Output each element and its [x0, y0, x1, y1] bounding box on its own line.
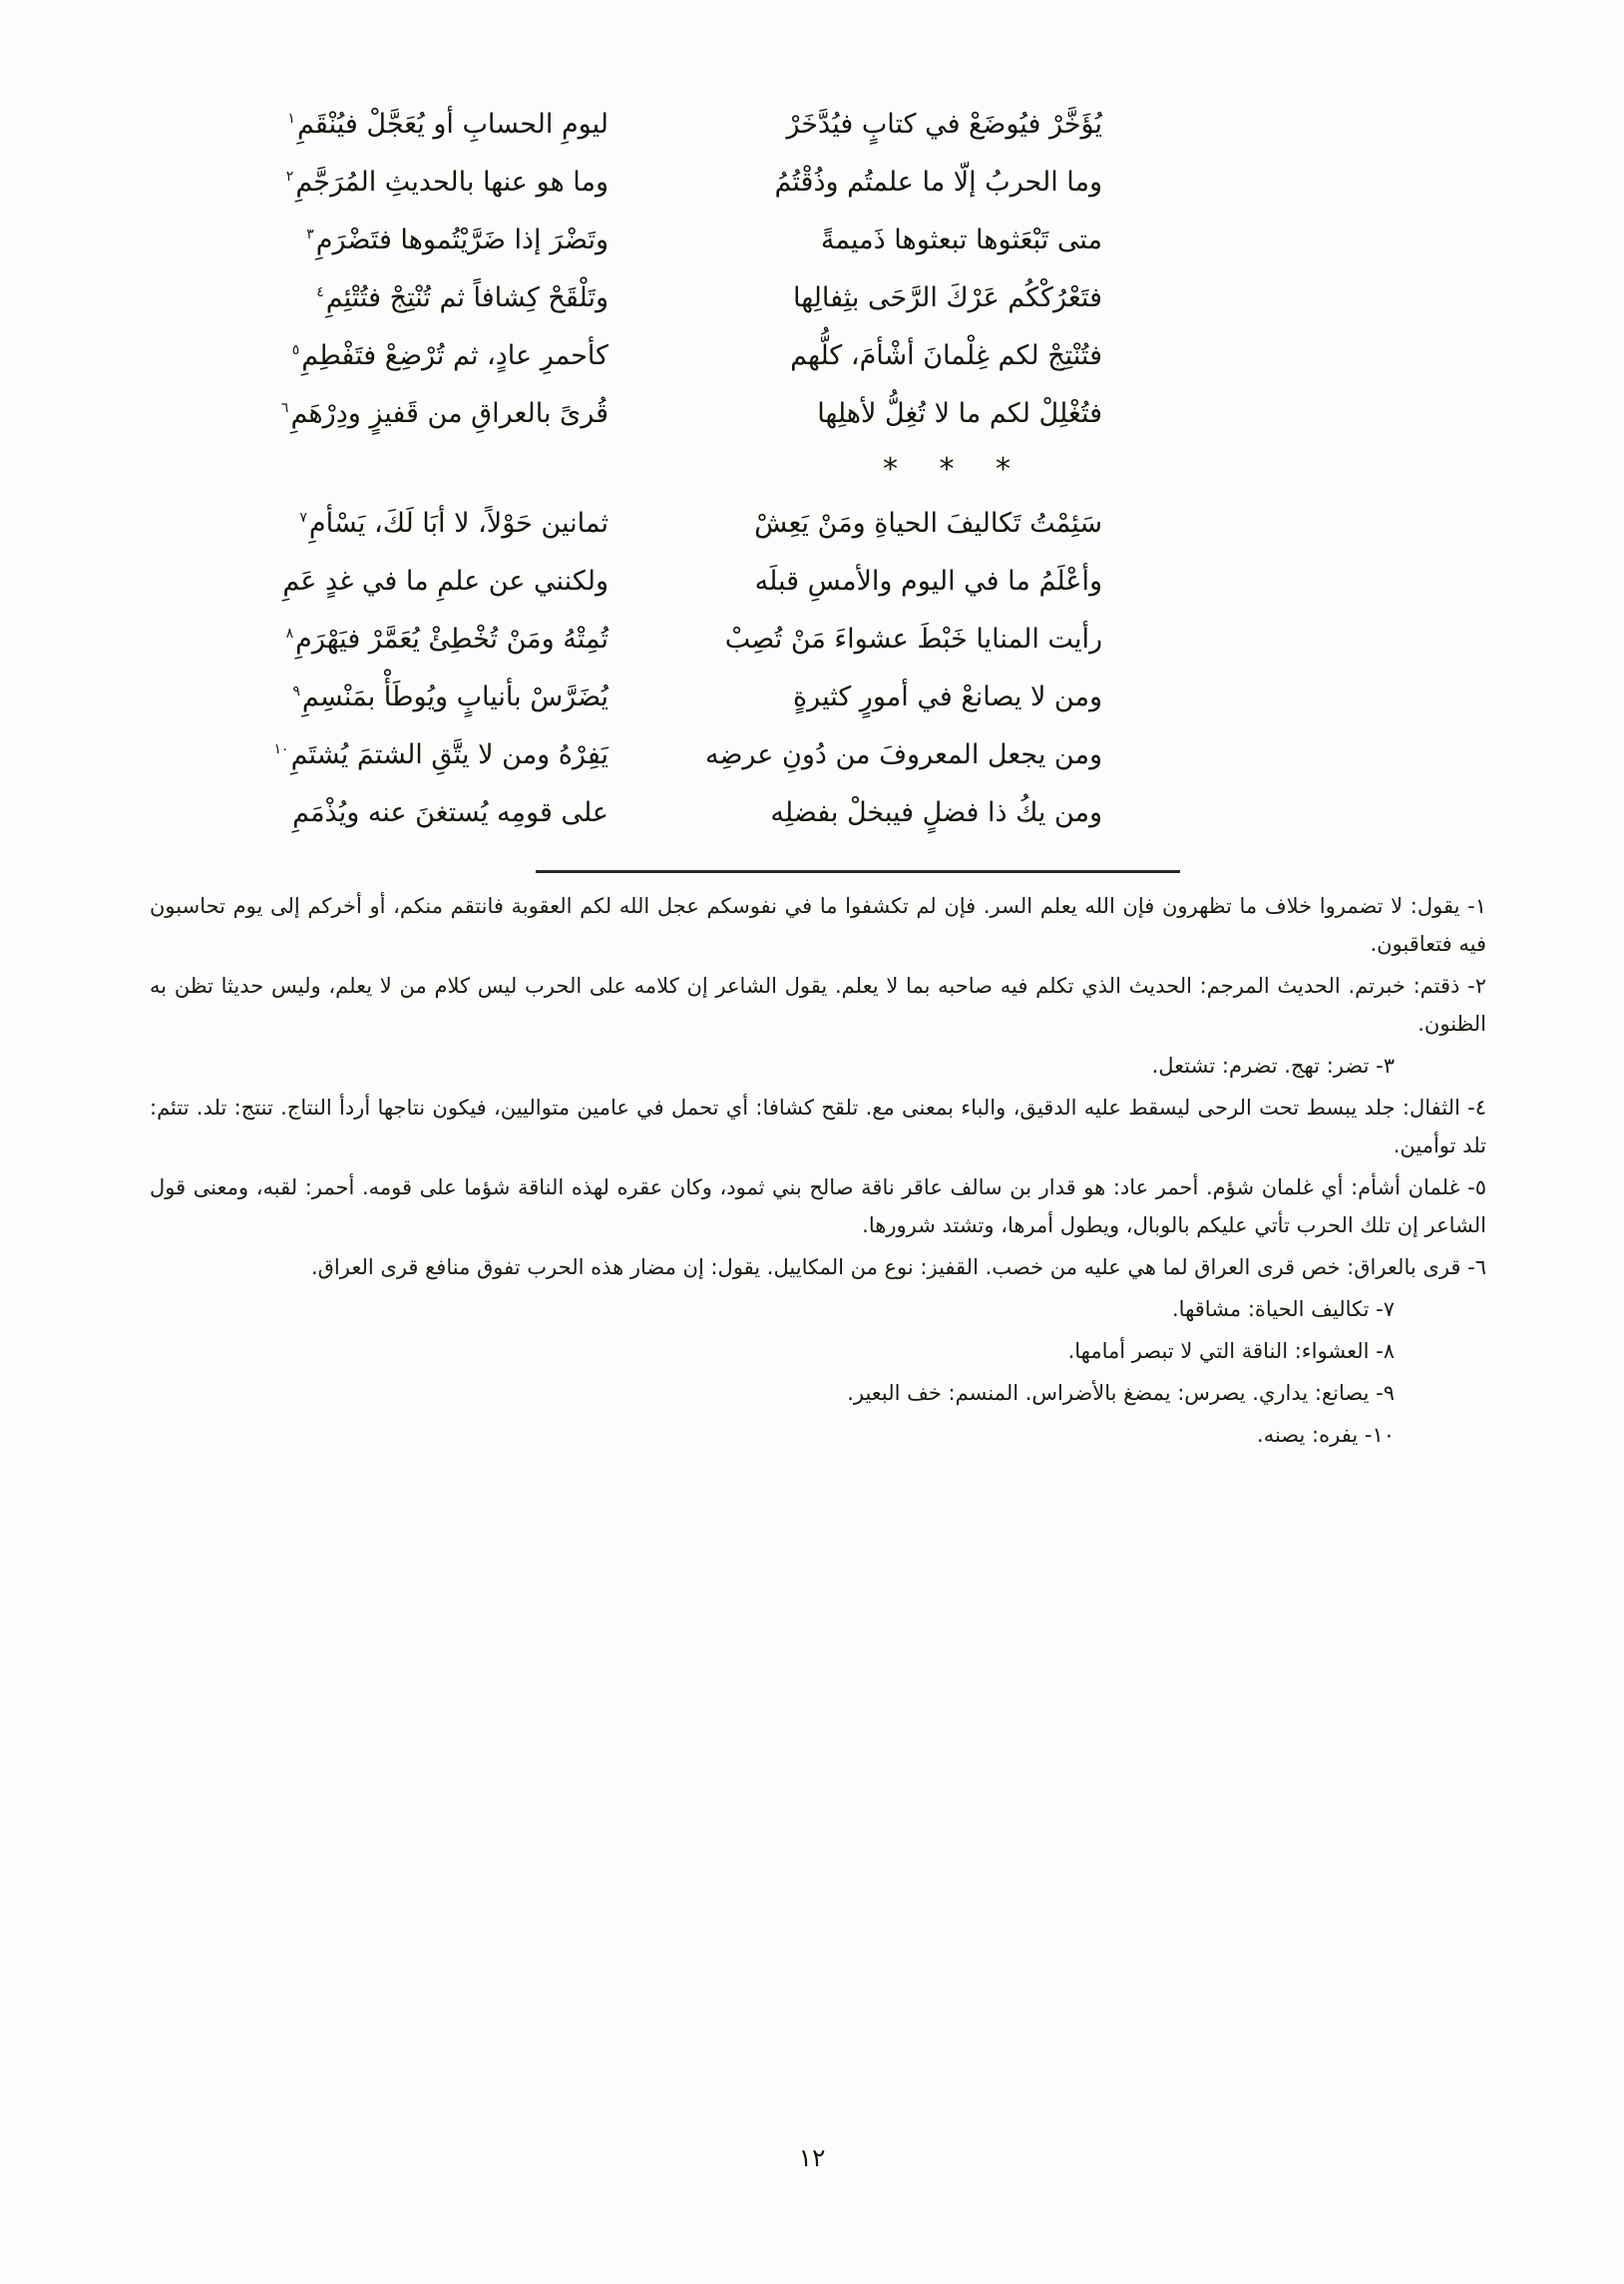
footnote-number: ٨-: [1369, 1339, 1395, 1363]
footnote-ref: ٣: [306, 227, 314, 243]
footnote-ref: ٦: [280, 400, 289, 417]
footnote: [150, 887, 1486, 963]
verse-row: [239, 385, 1102, 443]
footnote: [150, 1290, 1486, 1328]
footnote-text: تكاليف الحياة: مشاقها.: [1172, 1297, 1370, 1321]
footnote-text: يصانع: يداري. يصرس: يمضغ بالأضراس. المنسم: خف البعير.: [847, 1381, 1370, 1405]
footnote-text: تضر: تهج. تضرم: تشتعل.: [1151, 1054, 1370, 1078]
verse-row: [239, 784, 1102, 842]
poem-section-2: [239, 495, 1102, 842]
footnote: [150, 1248, 1486, 1286]
hemistich-first: فتُنْتِجْ لكم غِلْمانَ أشْأمَ، كلُّهم: [790, 340, 1102, 372]
hemistich-second: وتَضْرَ إذا ضَرَّيْتُموها فتَضْرَمِ$^٣$: [306, 225, 609, 256]
footnote-number: ٤-: [1459, 1096, 1486, 1120]
verse-row: [239, 327, 1102, 385]
verse-row: [239, 495, 1102, 553]
hemistich-first: وما الحربُ إلّا ما علمتُم وذُقْتُمُ: [774, 167, 1102, 199]
stars-separator: * * *: [882, 451, 1027, 487]
footnote-text: قرى بالعراق: خص قرى العراق لما هي عليه من خصب. القفيز: نوع من المكاييل. يقول: إن مضار هذه الحرب تفوق منافع قرى العراق.: [310, 1255, 1461, 1279]
footnote-ref: ٢: [285, 169, 294, 186]
hemistich-first: فتَعْرُكْكُم عَرْكَ الرَّحَى بثِفالِها: [793, 282, 1102, 314]
footnote-text: يفره: يصنه.: [1257, 1423, 1359, 1447]
verse-row: [239, 96, 1102, 154]
footnote: [150, 967, 1486, 1043]
footnote: [150, 1416, 1486, 1454]
hemistich-first: وأعْلَمُ ما في اليوم والأمسِ قبلَه: [754, 566, 1102, 598]
footnote-ref: ١: [287, 111, 295, 128]
footnote-ref: ١٠: [273, 741, 289, 758]
hemistich-first: سَئِمْتُ تَكاليفَ الحياةِ ومَنْ يَعِشْ: [754, 508, 1102, 540]
hemistich-first: متى تَبْعَثوها تبعثوها ذَميمةً: [820, 225, 1102, 256]
footnote: [150, 1374, 1486, 1412]
hemistich-first: ومن يجعل المعروفَ من دُونِ عرضِه: [705, 739, 1102, 771]
footnote-divider: [536, 870, 1180, 873]
hemistich-second: ولكنني عن علمِ ما في غدٍ عَمِ: [282, 566, 609, 598]
verse-row: [239, 611, 1102, 669]
footnote-ref: ٨: [285, 626, 294, 643]
section-separator-row: [239, 443, 1102, 495]
verse-row: [239, 269, 1102, 327]
footnote-ref: ٥: [291, 342, 300, 359]
footnote-text: غلمان أشأم: أي غلمان شؤم. أحمر عاد: هو قدار بن سالف عاقر ناقة صالح بني ثمود، وكان عقره لهذه الناقة شؤما على قومه. أحمر: لقبه، ومعنى قول الشاعر إن تلك الحرب تأتي عليكم بالوبال، ويطول أمرها، وتشتد شرورها.: [150, 1175, 1486, 1237]
footnote: [150, 1332, 1486, 1370]
verse-row: [239, 669, 1102, 726]
poem-section-1: [239, 0, 1102, 443]
hemistich-second: وما هو عنها بالحديثِ المُرَجَّمِ$^٢$: [285, 167, 609, 199]
footnote-number: ٧-: [1369, 1297, 1395, 1321]
footnote: [150, 1168, 1486, 1244]
hemistich-first: فتُغْلِلْ لكم ما لا تُغِلُّ لأهلِها: [817, 398, 1102, 430]
hemistich-second: قُرىً بالعراقِ من قَفيزٍ ودِرْهَمِ$^٦$: [280, 398, 609, 430]
hemistich-first: رأيت المنايا خَبْطَ عشواءَ مَنْ تُصِبْ: [724, 624, 1102, 656]
footnote: [150, 1089, 1486, 1164]
page-number: ١٢: [798, 2143, 826, 2172]
verse-row: [239, 553, 1102, 611]
footnotes: [150, 887, 1486, 1454]
hemistich-second: كأحمرِ عادٍ، ثم تُرْضِعْ فتَفْطِمِ$^٥$: [291, 340, 609, 372]
footnote-number: ١-: [1459, 894, 1486, 918]
hemistich-first: يُؤَخَّرْ فيُوضَعْ في كتابٍ فيُدَّخَرْ: [786, 109, 1102, 141]
footnote-number: ١٠-: [1358, 1423, 1395, 1447]
hemistich-second: يُضَرَّسْ بأنيابٍ ويُوطَأْ بمَنْسِمِ$^٩$: [292, 682, 609, 713]
footnote-text: يقول: لا تضمروا خلاف ما تظهرون فإن الله يعلم السر. فإن لم تكشفوا ما في نفوسكم عجل الله لكم العقوبة فانتقم منكم، أو أخركم إلى يوم تحاسبون فيه فتعاقبون.: [150, 894, 1486, 956]
footnote-ref: ٧: [299, 510, 307, 527]
footnote-number: ٦-: [1460, 1255, 1486, 1279]
verse-row: [239, 726, 1102, 784]
footnote-text: الثفال: جلد يبسط تحت الرحى ليسقط عليه الدقيق، والباء بمعنى مع. تلقح كشافا: أي تحمل في عامين متواليين، فيكون نتاجها أردأ النتاج. تنتج: تلد. تتئم: تلد توأمين.: [150, 1096, 1486, 1157]
hemistich-first: ومن يكُ ذا فضلٍ فيبخلْ بفضلِه: [770, 797, 1102, 829]
hemistich-second: على قومِه يُستغنَ عنه ويُذْمَمِ: [292, 797, 609, 829]
footnote-number: ٥-: [1459, 1175, 1486, 1199]
verse-row: [239, 154, 1102, 212]
footnote-text: ذقتم: خبرتم. الحديث المرجم: الحديث الذي تكلم فيه صاحبه بما لا يعلم. يقول الشاعر إن كلامه على الحرب ليس كلام من لا يعلم، وليس حديثا تظن به الظنون.: [150, 974, 1486, 1036]
footnote-text: العشواء: الناقة التي لا تبصر أمامها.: [1067, 1339, 1370, 1363]
hemistich-second: ليومِ الحسابِ أو يُعَجَّلْ فيُنْقَمِ$^١$: [287, 109, 609, 141]
footnote-ref: ٤: [316, 284, 324, 301]
hemistich-first: ومن لا يصانعْ في أمورٍ كثيرةٍ: [793, 682, 1102, 713]
hemistich-second: تُمِتْهُ ومَنْ تُخْطِئْ يُعَمَّرْ فيَهْرَمِ$^٨$: [285, 624, 609, 656]
footnote-number: ٣-: [1369, 1054, 1395, 1078]
footnote: [150, 1047, 1486, 1085]
footnote-number: ٩-: [1369, 1381, 1395, 1405]
footnote-number: ٢-: [1459, 974, 1486, 998]
footnote-ref: ٩: [292, 684, 300, 700]
hemistich-second: وتَلْقَحْ كِشافاً ثم تُنْتِجْ فتُتْئِمِ$^٤$: [316, 282, 609, 314]
hemistich-second: ثمانين حَوْلاً، لا أبَا لَكَ، يَسْأمِ$^٧$: [299, 508, 609, 540]
hemistich-second: يَفِرْهُ ومن لا يتَّقِ الشتمَ يُشتَمِ$^{١٠}$: [273, 739, 609, 771]
verse-row: [239, 212, 1102, 269]
